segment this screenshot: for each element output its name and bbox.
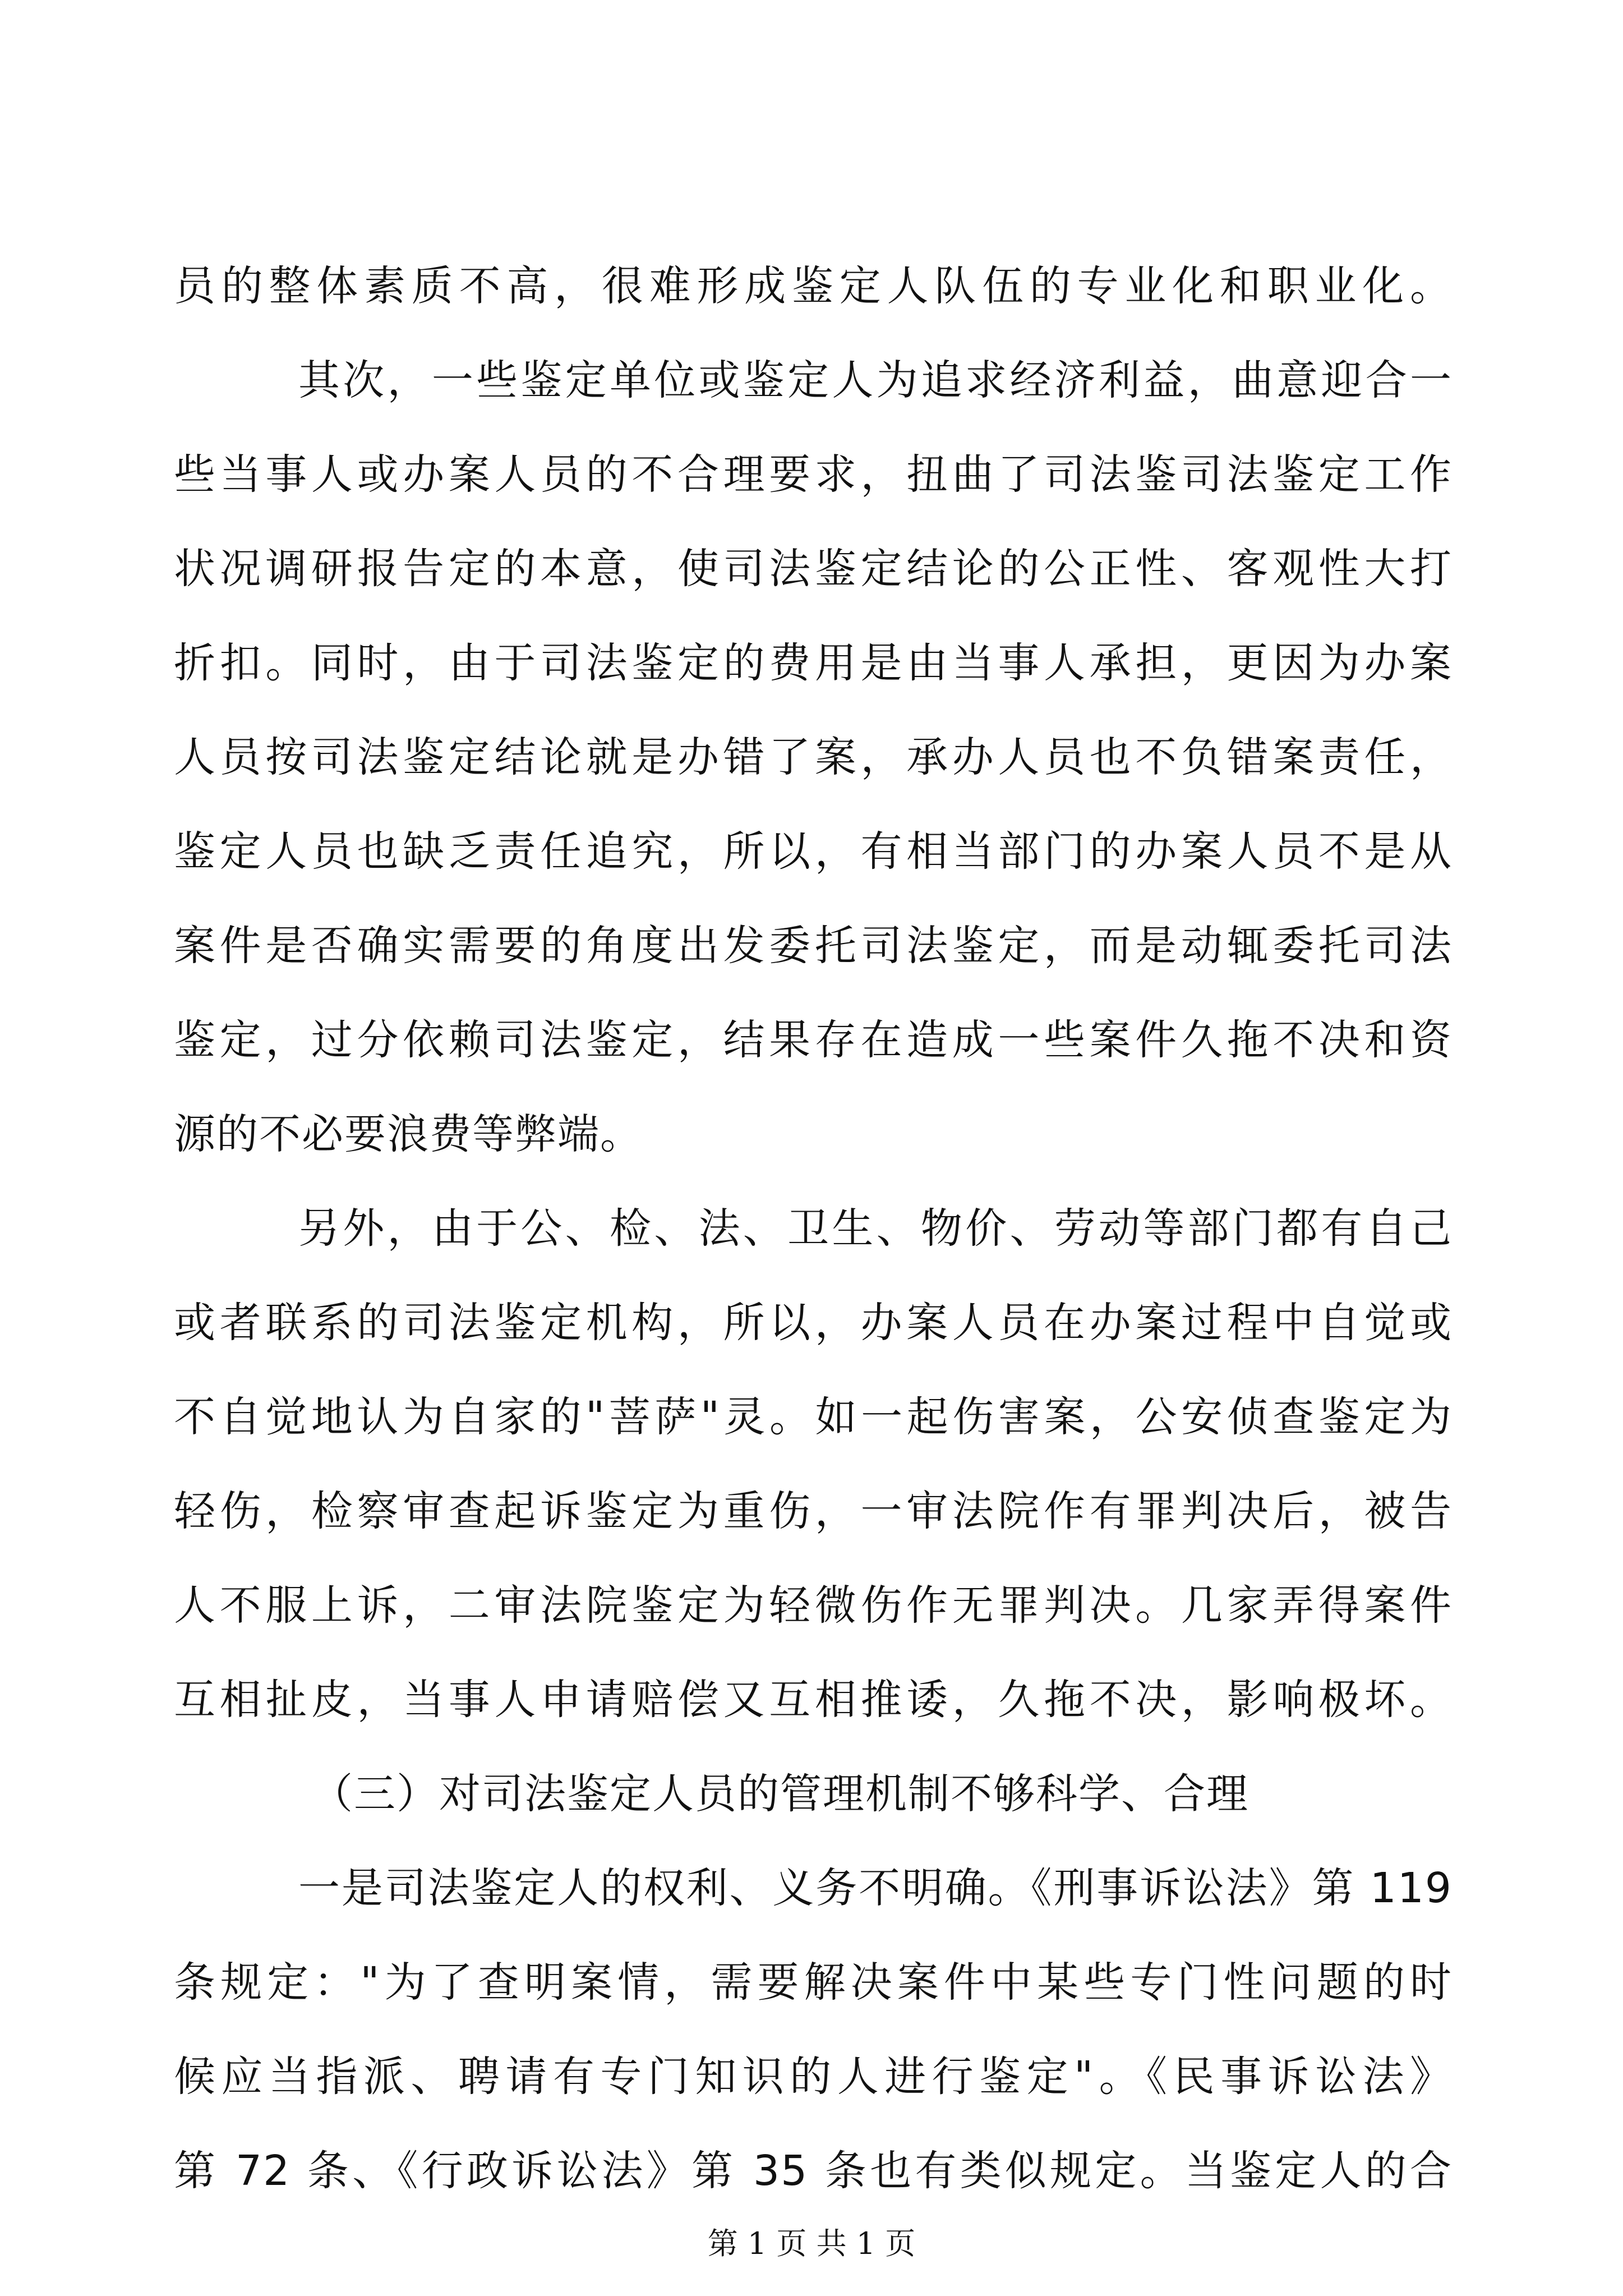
paragraph-end-line: 互相扯皮，当事人申请赔偿又互相推诿，久拖不决，影响极坏。 — [174, 1676, 1453, 1724]
text-line: 人员按司法鉴定结论就是办错了案，承办人员也不负错案责任， — [174, 733, 1453, 781]
text-line: 或者联系的司法鉴定机构，所以，办案人员在办案过程中自觉或 — [174, 1299, 1453, 1347]
text-line: 轻伤，检察审查起诉鉴定为重伤，一审法院作有罪判决后，被告 — [174, 1487, 1453, 1535]
paragraph-start-line: 另外，由于公、检、法、卫生、物价、劳动等部门都有自己 — [298, 1204, 1453, 1253]
text-line: 不自觉地认为自家的"菩萨"灵。如一起伤害案，公安侦查鉴定为 — [174, 1393, 1453, 1441]
text-line: 折扣。同时，由于司法鉴定的费用是由当事人承担，更因为办案 — [174, 639, 1453, 687]
paragraph-start-line: 一是司法鉴定人的权利、义务不明确。《刑事诉讼法》第 119 — [298, 1864, 1453, 1912]
text-line: 人不服上诉，二审法院鉴定为轻微伤作无罪判决。几家弄得案件 — [174, 1581, 1453, 1630]
text-line: 状况调研报告定的本意，使司法鉴定结论的公正性、客观性大打 — [174, 545, 1453, 593]
text-line: 候应当指派、聘请有专门知识的人进行鉴定"。《民事诉讼法》 — [174, 2053, 1453, 2101]
text-line: 案件是否确实需要的角度出发委托司法鉴定，而是动辄委托司法 — [174, 922, 1453, 970]
text-line: 员的整体素质不高，很难形成鉴定人队伍的专业化和职业化。 — [174, 262, 1453, 310]
page-footer: 第 1 页 共 1 页 — [707, 2226, 916, 2261]
text-line: 第 72 条、《行政诉讼法》第 35 条也有类似规定。当鉴定人的合 — [174, 2147, 1453, 2195]
paragraph-start-line: 其次，一些鉴定单位或鉴定人为追求经济利益，曲意迎合一 — [298, 356, 1453, 404]
text-line: 条规定："为了查明案情，需要解决案件中某些专门性问题的时 — [174, 1958, 1453, 2007]
text-line: 鉴定，过分依赖司法鉴定，结果存在造成一些案件久拖不决和资 — [174, 1016, 1453, 1064]
text-line: 些当事人或办案人员的不合理要求，扭曲了司法鉴司法鉴定工作 — [174, 450, 1453, 499]
paragraph-end-line: 源的不必要浪费等弊端。 — [174, 1110, 643, 1158]
text-line: 鉴定人员也缺乏责任追究，所以，有相当部门的办案人员不是从 — [174, 827, 1453, 876]
section-heading: （三）对司法鉴定人员的管理机制不够科学、合理 — [311, 1770, 1249, 1818]
